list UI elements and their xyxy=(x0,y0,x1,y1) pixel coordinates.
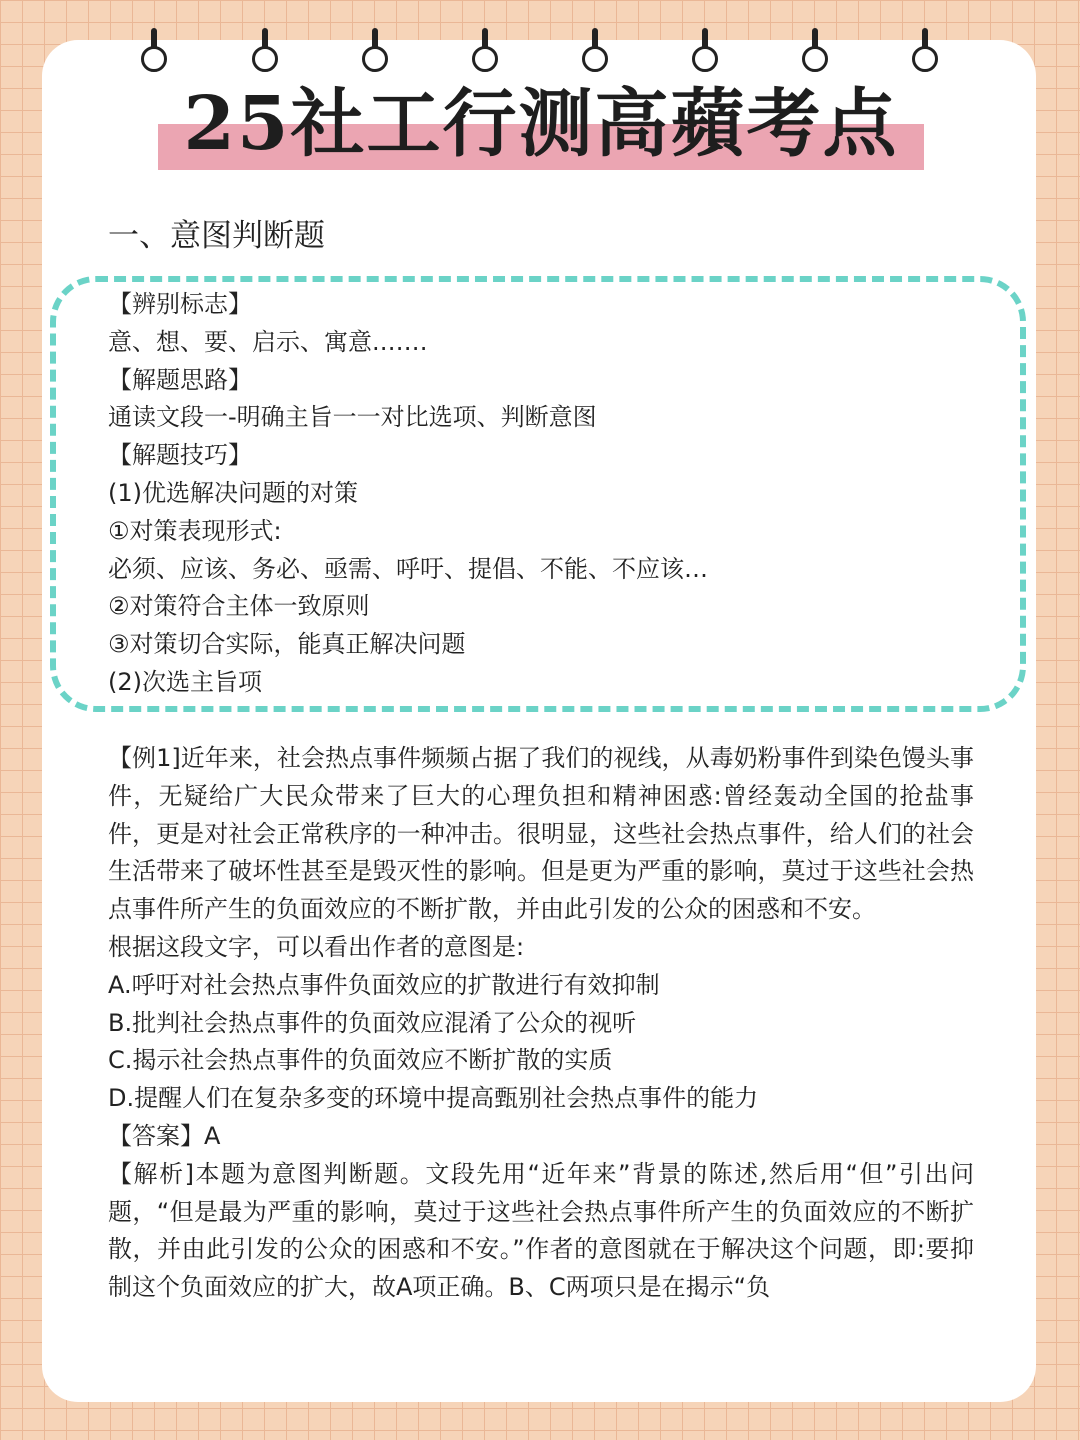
binder-ring-icon xyxy=(692,28,718,76)
binder-ring-icon xyxy=(802,28,828,76)
tips-line: ①对策表现形式: xyxy=(108,516,282,545)
tips-line: ②对策符合主体一致原则 xyxy=(108,592,370,621)
tips-list xyxy=(108,286,1008,702)
option-d: D.提醒人们在复杂多变的环境中提高甄别社会热点事件的能力 xyxy=(108,1084,759,1113)
binder-ring-icon xyxy=(582,28,608,76)
tips-line: (1)优选解决问题的对策 xyxy=(108,478,358,507)
binder-ring-icon xyxy=(472,28,498,76)
tips-line: 意、想、要、启示、寓意.…… xyxy=(108,327,428,356)
example-block xyxy=(108,740,974,1307)
option-a: A.呼吁对社会热点事件负面效应的扩散进行有效抑制 xyxy=(108,970,660,999)
binder-ring-icon xyxy=(252,28,278,76)
binder-ring-icon xyxy=(141,28,167,76)
binder-ring-icon xyxy=(912,28,938,76)
tips-line: ③对策切合实际，能真正解决问题 xyxy=(108,630,466,659)
answer-line: 【答案】A xyxy=(108,1121,221,1150)
option-c: C.揭示社会热点事件的负面效应不断扩散的实质 xyxy=(108,1046,613,1075)
analysis-text: 【解析]本题为意图判断题。文段先用“近年来”背景的陈述,然后用“但”引出问题，“但是最为严重的影响，莫过于这些社会热点事件所产生的负面效应的不断扩散，并由此引发的公众的困惑和不安。”作者的意图就在于解决这个问题，即:要抑制这个负面效应的扩大，故A项正确。B、C两项只是在揭示“负 xyxy=(108,1159,974,1302)
tips-line: (2)次选主旨项 xyxy=(108,667,262,696)
section-heading: 一、意图判断题 xyxy=(108,218,325,254)
binder-rings xyxy=(0,0,1080,90)
tips-line: 【辨别标志】 xyxy=(108,290,252,318)
tips-line: 通读文段一-明确主旨一一对比选项、判断意图 xyxy=(108,403,597,432)
binder-ring-icon xyxy=(362,28,388,76)
example-passage: 【例1]近年来，社会热点事件频频占据了我们的视线，从毒奶粉事件到染色馒头事件，无疑给广大民众带来了巨大的心理负担和精神困惑:曾经轰动全国的抢盐事件，更是对社会正常秩序的一种冲击。很明显，这些社会热点事件，给人们的社会生活带来了破坏性甚至是毁灭性的影响。但是更为严重的影响，莫过于这些社会热点事件所产生的负面效应的不断扩散，并由此引发的公众的困惑和不安。 xyxy=(108,744,974,924)
tips-line: 【解题技巧】 xyxy=(108,441,252,470)
tips-line: 【解题思路】 xyxy=(108,365,252,394)
example-question: 根据这段文字，可以看出作者的意图是: xyxy=(108,932,525,961)
tips-line: 必须、应该、务必、亟需、呼吁、提倡、不能、不应该… xyxy=(108,554,708,583)
option-b: B.批判社会热点事件的负面效应混淆了公众的视听 xyxy=(108,1008,637,1037)
title-block xyxy=(158,78,924,174)
page-title: 25社工行测高蘋考点 xyxy=(183,81,899,167)
